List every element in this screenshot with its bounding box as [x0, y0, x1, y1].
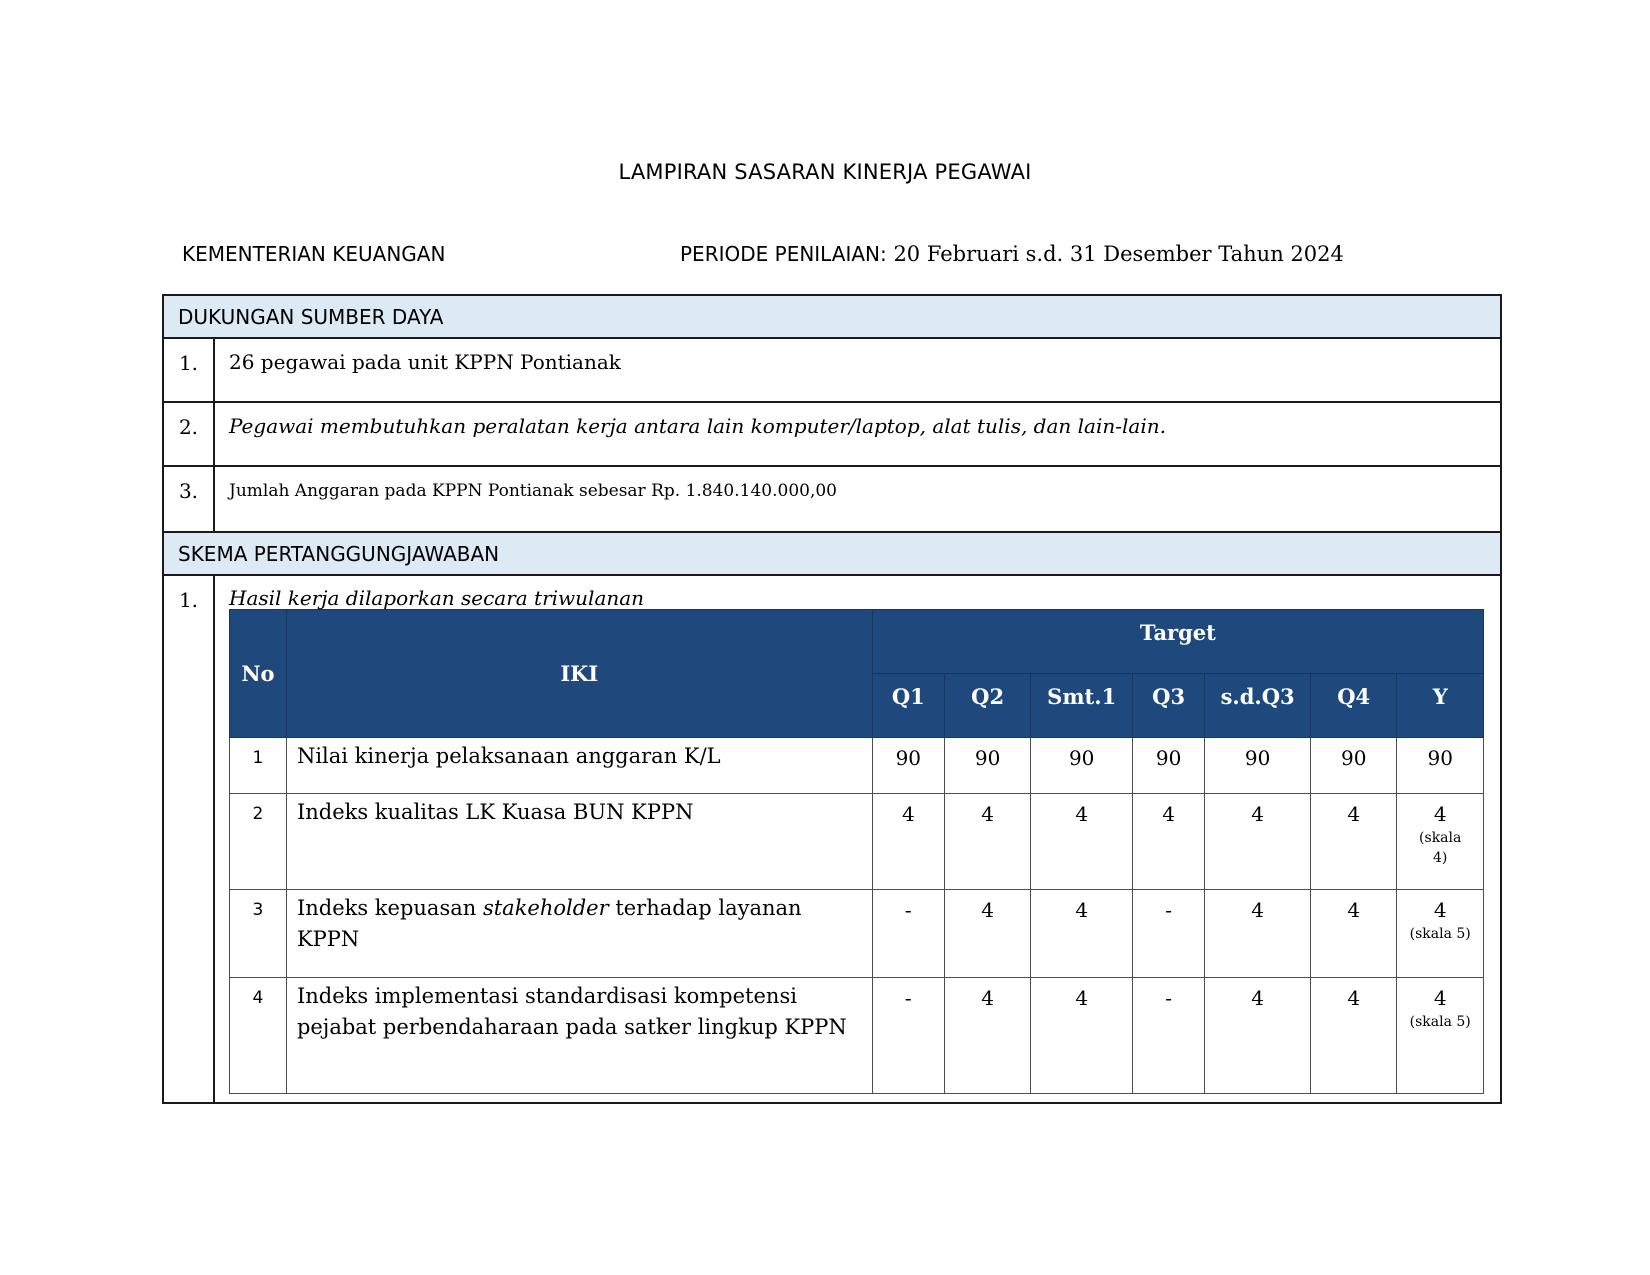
- scale-note: (skala 5): [1409, 926, 1471, 942]
- resource-item: [163, 402, 1501, 466]
- row-number: 4: [230, 978, 287, 1094]
- item-number: 3.: [163, 466, 214, 532]
- item-text: Pegawai membutuhkan peralatan kerja antara lain komputer/laptop, alat tulis, dan lain-lain.: [214, 402, 1501, 466]
- col-header-period: Q1: [872, 674, 944, 738]
- col-header-period: s.d.Q3: [1205, 674, 1311, 738]
- table-row: [230, 738, 1484, 794]
- target-value: 4: [944, 794, 1030, 890]
- target-value: 4: [1205, 794, 1311, 890]
- target-value: 90: [944, 738, 1030, 794]
- target-value: 4: [1310, 794, 1396, 890]
- indicator-text: Indeks implementasi standardisasi kompetensi pejabat perbendaharaan pada satker lingkup KPPN: [296, 984, 847, 1039]
- indicator-text: Indeks kualitas LK Kuasa BUN KPPN: [296, 800, 694, 824]
- target-value: 90: [1205, 738, 1311, 794]
- period-label: PERIODE PENILAIAN:: [680, 242, 887, 266]
- indicator-name: [286, 978, 872, 1094]
- indicator-name: [286, 890, 872, 978]
- target-value: 4: [1031, 890, 1133, 978]
- table-row: [230, 978, 1484, 1094]
- indicator-text: Nilai kinerja pelaksanaan anggaran K/L: [296, 744, 721, 768]
- indicator-name: [286, 794, 872, 890]
- target-value: 90: [1310, 738, 1396, 794]
- performance-attachment-table: [162, 294, 1502, 1104]
- annual-target: [1397, 890, 1484, 978]
- target-value: -: [1133, 890, 1205, 978]
- item-number: 1.: [163, 575, 214, 1103]
- col-header-no: No: [230, 610, 287, 738]
- row-number: 3: [230, 890, 287, 978]
- section-heading-accountability: SKEMA PERTANGGUNGJAWABAN: [163, 532, 1501, 575]
- target-value: 4: [1031, 978, 1133, 1094]
- reporting-note: Hasil kerja dilaporkan secara triwulanan: [229, 586, 645, 610]
- accountability-item: [163, 575, 1501, 1103]
- target-value: 4: [1433, 802, 1447, 826]
- annual-target: [1397, 794, 1484, 890]
- col-header-iki: IKI: [286, 610, 872, 738]
- target-value: -: [872, 890, 944, 978]
- target-value: 4: [1133, 794, 1205, 890]
- scale-note: (skala 4): [1419, 830, 1462, 866]
- target-value: 4: [1310, 978, 1396, 1094]
- resource-item: [163, 466, 1501, 532]
- organization-name: KEMENTERIAN KEUANGAN: [182, 242, 446, 266]
- indicator-name: [286, 738, 872, 794]
- target-value: 4: [944, 978, 1030, 1094]
- target-value: -: [1133, 978, 1205, 1094]
- col-header-period: Q3: [1133, 674, 1205, 738]
- accountability-content: [214, 575, 1501, 1103]
- target-value: 4: [1433, 986, 1447, 1010]
- assessment-period: [680, 242, 1344, 266]
- indicator-emphasis: stakeholder: [482, 896, 609, 920]
- scale-note: (skala 5): [1409, 1014, 1471, 1030]
- target-value: 4: [1310, 890, 1396, 978]
- period-value: 20 Februari s.d. 31 Desember Tahun 2024: [893, 242, 1344, 266]
- row-number: 1: [230, 738, 287, 794]
- col-header-period: Y: [1397, 674, 1484, 738]
- document-title: LAMPIRAN SASARAN KINERJA PEGAWAI: [618, 160, 1032, 184]
- col-header-period: Smt.1: [1031, 674, 1133, 738]
- target-value: 90: [872, 738, 944, 794]
- item-text: 26 pegawai pada unit KPPN Pontianak: [214, 338, 1501, 402]
- target-value: 4: [1205, 978, 1311, 1094]
- target-value: 4: [1433, 898, 1447, 922]
- table-row: [230, 794, 1484, 890]
- col-header-period: Q2: [944, 674, 1030, 738]
- iki-target-table: [229, 609, 1484, 1094]
- target-value: 4: [1031, 794, 1133, 890]
- target-value: 90: [1031, 738, 1133, 794]
- col-header-target: Target: [872, 610, 1483, 674]
- item-number: 2.: [163, 402, 214, 466]
- target-value: 4: [1205, 890, 1311, 978]
- item-number: 1.: [163, 338, 214, 402]
- target-value: 4: [944, 890, 1030, 978]
- target-value: -: [872, 978, 944, 1094]
- target-value: 4: [872, 794, 944, 890]
- indicator-text-end: terhadap layanan KPPN: [296, 896, 802, 951]
- annual-target: [1397, 978, 1484, 1094]
- col-header-period: Q4: [1310, 674, 1396, 738]
- item-text: Jumlah Anggaran pada KPPN Pontianak sebesar Rp. 1.840.140.000,00: [214, 466, 1501, 532]
- section-heading-resources: DUKUNGAN SUMBER DAYA: [163, 295, 1501, 338]
- row-number: 2: [230, 794, 287, 890]
- target-value: 90: [1397, 738, 1484, 794]
- resource-item: [163, 338, 1501, 402]
- target-value: 90: [1133, 738, 1205, 794]
- table-row: [230, 890, 1484, 978]
- indicator-text: Indeks kepuasan: [296, 896, 483, 920]
